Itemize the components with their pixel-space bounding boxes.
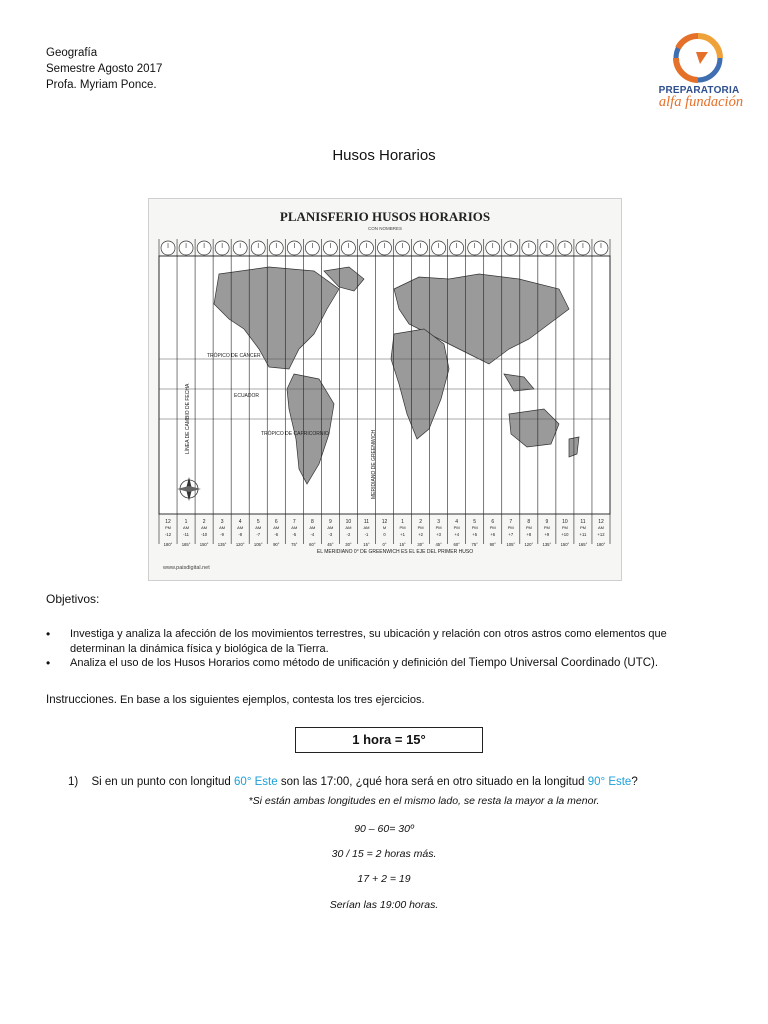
zone-offset-label: -9 <box>220 532 225 537</box>
zone-hour-label: 5 <box>256 519 260 525</box>
zone-ampm-label: AM <box>255 525 262 530</box>
logo-text-preparatoria: PREPARATORIA <box>658 85 740 96</box>
zone-ampm-label: AM <box>273 525 280 530</box>
zone-offset-label: +12 <box>597 532 605 537</box>
zone-offset-label: -10 <box>201 532 208 537</box>
zone-degree-label: 0° <box>382 542 387 547</box>
zone-ampm-label: PM <box>561 525 568 530</box>
zone-degree-label: 75° <box>291 542 298 547</box>
zone-offset-label: -3 <box>328 532 333 537</box>
logo-text-alfa: alfa fundación <box>658 94 744 110</box>
zone-ampm-label: PM <box>165 525 172 530</box>
map-title: PLANISFERIO HUSOS HORARIOS <box>279 209 491 224</box>
instrucciones-line <box>46 694 425 706</box>
zone-hour-label: 3 <box>220 519 224 525</box>
zone-hour-label: 4 <box>238 519 242 525</box>
zone-ampm-label: PM <box>489 525 496 530</box>
zone-degree-label: 105° <box>253 542 263 547</box>
zone-hour-label: 9 <box>545 519 549 525</box>
map-graphic <box>149 199 621 580</box>
zone-offset-label: +4 <box>454 532 460 537</box>
zone-offset-label: -5 <box>292 532 297 537</box>
zone-degree-label: 60° <box>309 542 316 547</box>
zone-degree-label: 135° <box>542 542 552 547</box>
zone-ampm-label: AM <box>327 525 334 530</box>
zone-offset-label: +6 <box>490 532 496 537</box>
zone-degree-label: 180° <box>163 542 173 547</box>
zone-offset-label: -1 <box>364 532 369 537</box>
zone-offset-label: -12 <box>164 532 172 537</box>
zone-hour-label: 11 <box>580 519 586 525</box>
logo-ring-icon <box>648 30 748 86</box>
zone-offset-label: +8 <box>526 532 532 537</box>
objetivo-2-text: Analiza el uso de los Husos Horarios como método de unificación y definición del <box>70 657 466 669</box>
zone-ampm-label: AM <box>201 525 208 530</box>
zone-degree-label: 90° <box>273 542 280 547</box>
zone-ampm-label: AM <box>183 525 190 530</box>
zone-offset-label: -4 <box>310 532 315 537</box>
zone-hour-label: 12 <box>165 519 171 525</box>
list-item <box>46 656 736 671</box>
question-longitude-1: 60° Este <box>234 776 278 788</box>
zone-offset-label: +7 <box>508 532 514 537</box>
zone-offset-label: -11 <box>183 532 189 537</box>
map-label-tropico-capricornio: TRÓPICO DE CAPRICORNIO <box>261 431 329 437</box>
zone-ampm-label: PM <box>399 525 406 530</box>
step-3: 17 + 2 = 19 <box>357 873 411 885</box>
teacher-line: Profa. Myriam Ponce. <box>46 79 157 91</box>
zone-hour-label: 8 <box>527 519 531 525</box>
zone-degree-label: 30° <box>417 542 424 547</box>
zone-degree-label: 150° <box>199 542 209 547</box>
zone-degree-label: 105° <box>506 542 516 547</box>
instrucciones-label: Instrucciones. <box>46 694 117 706</box>
zone-ampm-label: PM <box>471 525 478 530</box>
instrucciones-text: En base a los siguientes ejemplos, contesta los tres ejercicios. <box>120 694 425 706</box>
zone-ampm-label: M <box>382 525 387 530</box>
zone-offset-label: -6 <box>274 532 279 537</box>
zone-offset-label: -8 <box>238 532 243 537</box>
zone-hour-label: 6 <box>491 519 495 525</box>
map-label-meridiano: MERIDIANO DE GREENWICH <box>371 429 377 499</box>
zone-ampm-label: PM <box>507 525 514 530</box>
zone-offset-label: +11 <box>579 532 587 537</box>
zone-hour-label: 7 <box>509 519 513 525</box>
zone-ampm-label: PM <box>579 525 586 530</box>
semester-line: Semestre Agosto 2017 <box>46 63 163 75</box>
objetivo-1-text: Investiga y analiza la afección de los movimientos terrestres, su ubicación y relación con otros astros como elementos que <box>70 628 667 640</box>
zone-degree-label: 120° <box>524 542 534 547</box>
zone-hour-label: 4 <box>455 519 459 525</box>
zone-ampm-label: AM <box>237 525 244 530</box>
zone-degree-label: 75° <box>471 542 478 547</box>
map-site-text: www.paisdigital.net <box>163 565 210 571</box>
zone-offset-label: +9 <box>544 532 550 537</box>
exercise-note: *Si están ambas longitudes en el mismo lado, se resta la mayor a la menor. <box>248 795 600 807</box>
zone-hour-label: 1 <box>184 519 188 525</box>
zone-hour-label: 11 <box>363 519 370 525</box>
question-text-1: Si en un punto con longitud <box>91 776 231 788</box>
exercise-number: 1) <box>68 776 79 788</box>
zone-ampm-label: AM <box>597 525 604 530</box>
zone-hour-label: 2 <box>202 519 206 525</box>
objetivos-list <box>46 627 736 671</box>
zone-hour-label: 5 <box>473 519 477 525</box>
objetivos-label: Objetivos: <box>46 592 100 606</box>
zone-hour-label: 8 <box>310 519 314 525</box>
zone-ampm-label: AM <box>345 525 352 530</box>
zone-degree-label: 165° <box>578 542 588 547</box>
map-label-tropico-cancer: TRÓPICO DE CÁNCER <box>207 353 261 359</box>
map-subtitle: CON NOMBRES <box>367 226 403 231</box>
map-label-ecuador: ECUADOR <box>234 393 260 399</box>
zone-offset-label: 0 <box>383 532 386 537</box>
objetivo-1-text-cont: determinan la dinámica física y biológica de la Tierra. <box>70 642 329 655</box>
zone-ampm-label: AM <box>219 525 226 530</box>
exercise-1-question <box>68 776 638 788</box>
zone-hour-label: 6 <box>274 519 278 525</box>
zone-ampm-label: AM <box>363 525 370 530</box>
zone-hour-label: 12 <box>598 519 604 525</box>
zone-degree-label: 165° <box>181 542 191 547</box>
zone-offset-label: -2 <box>346 532 351 537</box>
map-footer-text: EL MERIDIANO 0° DE GREENWICH ES EL EJE DEL PRIMER HUSO <box>316 549 474 555</box>
zone-degree-label: 90° <box>489 542 496 547</box>
zone-hour-label: 7 <box>292 519 296 525</box>
zone-ampm-label: AM <box>291 525 298 530</box>
zone-degree-label: 180° <box>596 542 606 547</box>
zone-ampm-label: PM <box>417 525 424 530</box>
zone-offset-label: -7 <box>256 532 261 537</box>
zone-degree-label: 60° <box>453 542 460 547</box>
zone-ampm-label: PM <box>525 525 532 530</box>
zone-ampm-label: PM <box>435 525 442 530</box>
zone-hour-label: 3 <box>437 519 441 525</box>
zone-degree-label: 15° <box>363 542 370 547</box>
objetivo-2-utc: Tiempo Universal Coordinado (UTC). <box>468 657 659 669</box>
zone-hour-label: 9 <box>328 519 332 525</box>
zone-degree-label: 45° <box>435 542 442 547</box>
zone-degree-label: 150° <box>560 542 570 547</box>
list-item <box>46 627 736 656</box>
world-time-zone-map <box>148 198 622 581</box>
zone-ampm-label: PM <box>453 525 460 530</box>
question-longitude-2: 90° Este <box>587 776 632 788</box>
question-text-2: son las 17:00, ¿qué hora será en otro situado en la longitud <box>280 776 585 788</box>
zone-hour-label: 10 <box>562 519 568 525</box>
question-mark: ? <box>631 776 638 788</box>
zone-offset-label: +2 <box>418 532 423 537</box>
zone-offset-label: +1 <box>400 532 405 537</box>
zone-ampm-label: AM <box>309 525 316 530</box>
map-label-linea-cambio: LÍNEA DE CAMBIO DE FECHA <box>185 383 191 454</box>
page-title: Husos Horarios <box>332 147 436 164</box>
zone-offset-label: +3 <box>436 532 442 537</box>
zone-degree-label: 30° <box>345 542 352 547</box>
zone-hour-label: 10 <box>345 519 352 525</box>
zone-offset-label: +5 <box>472 532 478 537</box>
zone-degree-label: 120° <box>235 542 245 547</box>
step-4: Serían las 19:00 horas. <box>329 899 439 911</box>
zone-hour-label: 2 <box>419 519 422 525</box>
zone-hour-label: 1 <box>401 519 404 525</box>
zone-offset-label: +10 <box>561 532 569 537</box>
zone-ampm-label: PM <box>543 525 550 530</box>
zone-degree-label: 45° <box>327 542 334 547</box>
step-1: 90 – 60= 30º <box>354 823 414 835</box>
zone-degree-label: 135° <box>217 542 227 547</box>
zone-hour-label: 12 <box>381 519 388 525</box>
subject-line: Geografía <box>46 47 98 59</box>
school-logo <box>648 30 748 112</box>
zone-degree-label: 15° <box>399 542 406 547</box>
step-2: 30 / 15 = 2 horas más. <box>331 848 437 860</box>
conversion-box: 1 hora = 15° <box>295 727 483 753</box>
